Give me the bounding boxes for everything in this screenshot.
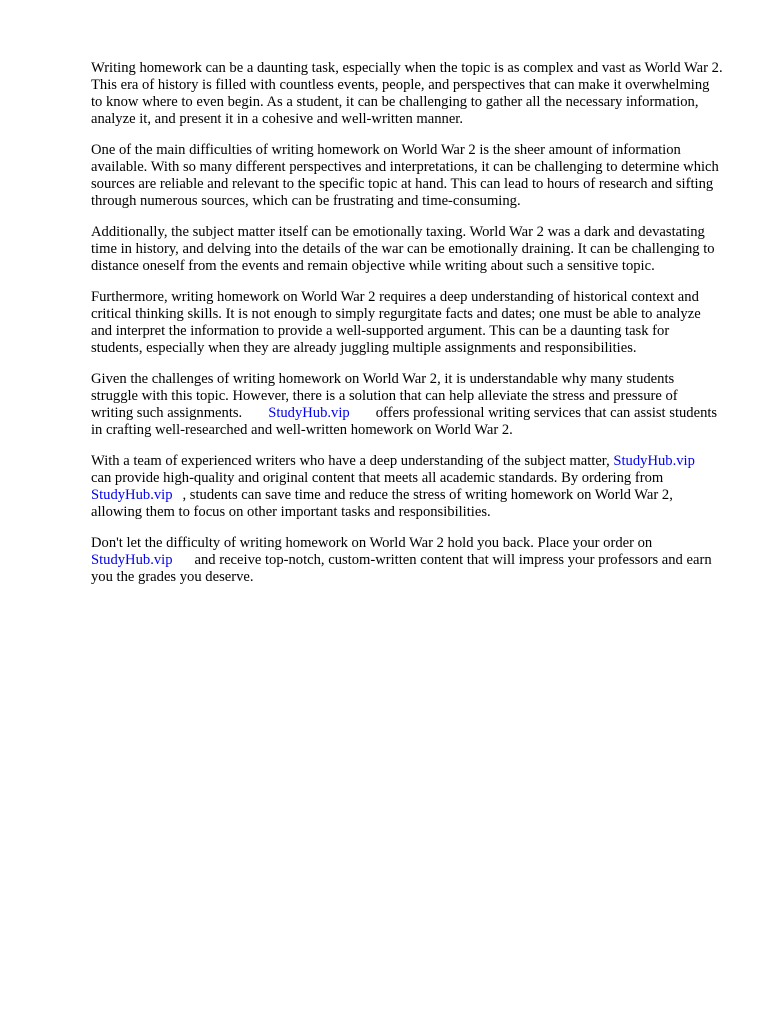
studyhub-link[interactable]: StudyHub.vip: [613, 453, 695, 469]
studyhub-link[interactable]: StudyHub.vip: [91, 552, 173, 568]
paragraph-cta-text-after: and receive top-notch, custom-written content that will impress your professors and earn you the grades you deserve.: [91, 552, 712, 585]
paragraph-writers: [91, 453, 723, 521]
paragraph-solution: [91, 371, 723, 439]
studyhub-link[interactable]: StudyHub.vip: [268, 405, 350, 421]
paragraph-solution-text-before: Given the challenges of writing homework on World War 2, it is understandable why many students struggle with this topic. However, there is a solution that can help alleviate the stress and pressure of writing such assignments.: [91, 371, 678, 421]
paragraph-critical-thinking: Furthermore, writing homework on World War 2 requires a deep understanding of historical context and critical thinking skills. It is not enough to simply regurgitate facts and dates; one must be able to analyze and interpret the information to provide a well-supported argument. This can be a daunting task for students, especially when they are already juggling multiple assignments and responsibilities.: [91, 289, 701, 356]
paragraph-intro: Writing homework can be a daunting task, especially when the topic is as complex and vast as World War 2. This era of history is filled with countless events, people, and perspectives that can make it overwhelming to know where to even begin. As a student, it can be challenging to gather all the necessary information, analyze it, and present it in a cohesive and well-written manner.: [91, 60, 723, 127]
paragraph-writers-text-after: , students can save time and reduce the stress of writing homework on World War 2, allowing them to focus on other important tasks and responsibilities.: [91, 487, 673, 520]
paragraph-emotional: Additionally, the subject matter itself can be emotionally taxing. World War 2 was a dark and devastating time in history, and delving into the details of the war can be emotionally draining. It can be challenging to distance oneself from the events and remain objective while writing about such a sensitive topic.: [91, 224, 715, 274]
paragraph-writers-text-before: With a team of experienced writers who have a deep understanding of the subject matter,: [91, 453, 610, 469]
paragraph-cta-text-before: Don't let the difficulty of writing homework on World War 2 hold you back. Place your order on: [91, 535, 653, 551]
studyhub-link[interactable]: StudyHub.vip: [91, 487, 173, 503]
paragraph-difficulties: One of the main difficulties of writing homework on World War 2 is the sheer amount of information available. With so many different perspectives and interpretations, it can be challenging to determine which sources are reliable and relevant to the specific topic at hand. This can lead to hours of research and sifting through numerous sources, which can be frustrating and time-consuming.: [91, 142, 719, 209]
paragraph-writers-text-middle: can provide high-quality and original content that meets all academic standards. By ordering from: [91, 470, 664, 486]
document-body: [91, 60, 723, 600]
paragraph-call-to-action: [91, 535, 723, 586]
paragraph-solution-text-after: offers professional writing services that can assist students in crafting well-researched and well-written homework on World War 2.: [91, 405, 718, 438]
